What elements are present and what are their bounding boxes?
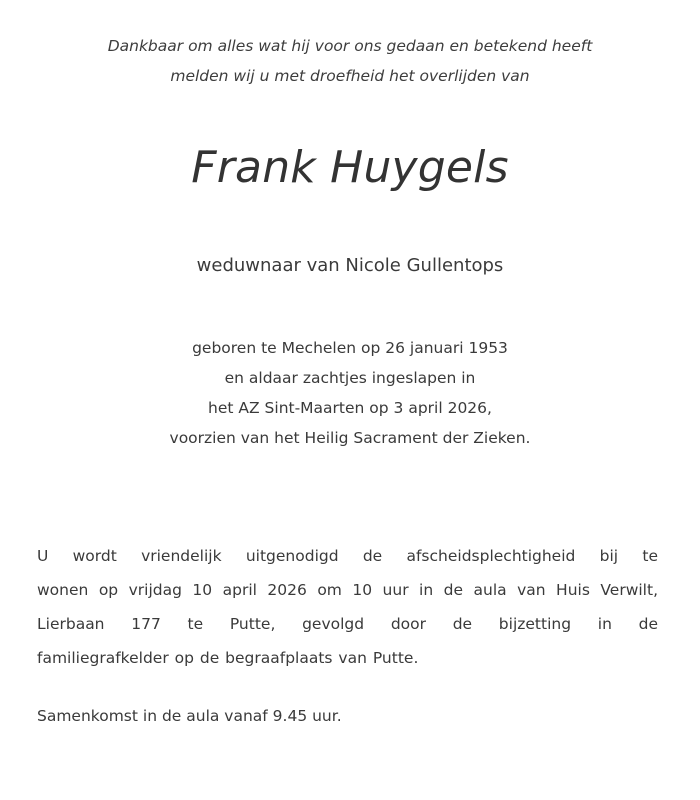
intro-text xyxy=(0,31,700,91)
birth-line-1: geboren te Mechelen op 26 januari 1953 xyxy=(192,339,508,357)
invitation-line-2: wonen op vrijdag 10 april 2026 om 10 uur in de aula van Huis Verwilt, xyxy=(37,581,658,599)
intro-line-1: Dankbaar om alles wat hij voor ons gedaan en betekend heeft xyxy=(107,37,593,55)
birth-line-2: en aldaar zachtjes ingeslapen in xyxy=(224,369,476,387)
birth-line-4: voorzien van het Heilig Sacrament der Zieken. xyxy=(169,429,531,447)
birth-death-details xyxy=(0,333,700,453)
invitation-line-4: familiegrafkelder op de begraafplaats van Putte. xyxy=(37,649,419,667)
intro-line-2: melden wij u met droefheid het overlijden van xyxy=(170,67,530,85)
invitation-paragraph xyxy=(37,539,658,675)
deceased-name: Frank Huygels xyxy=(191,142,509,193)
gathering-note: Samenkomst in de aula vanaf 9.45 uur. xyxy=(37,707,342,725)
invitation-line-3: Lierbaan 177 te Putte, gevolgd door de bijzetting in de xyxy=(37,615,658,633)
birth-line-3: het AZ Sint-Maarten op 3 april 2026, xyxy=(208,399,492,417)
spouse-line: weduwnaar van Nicole Gullentops xyxy=(196,255,504,276)
invitation-line-1: U wordt vriendelijk uitgenodigd de afscheidsplechtigheid bij te xyxy=(37,547,658,565)
